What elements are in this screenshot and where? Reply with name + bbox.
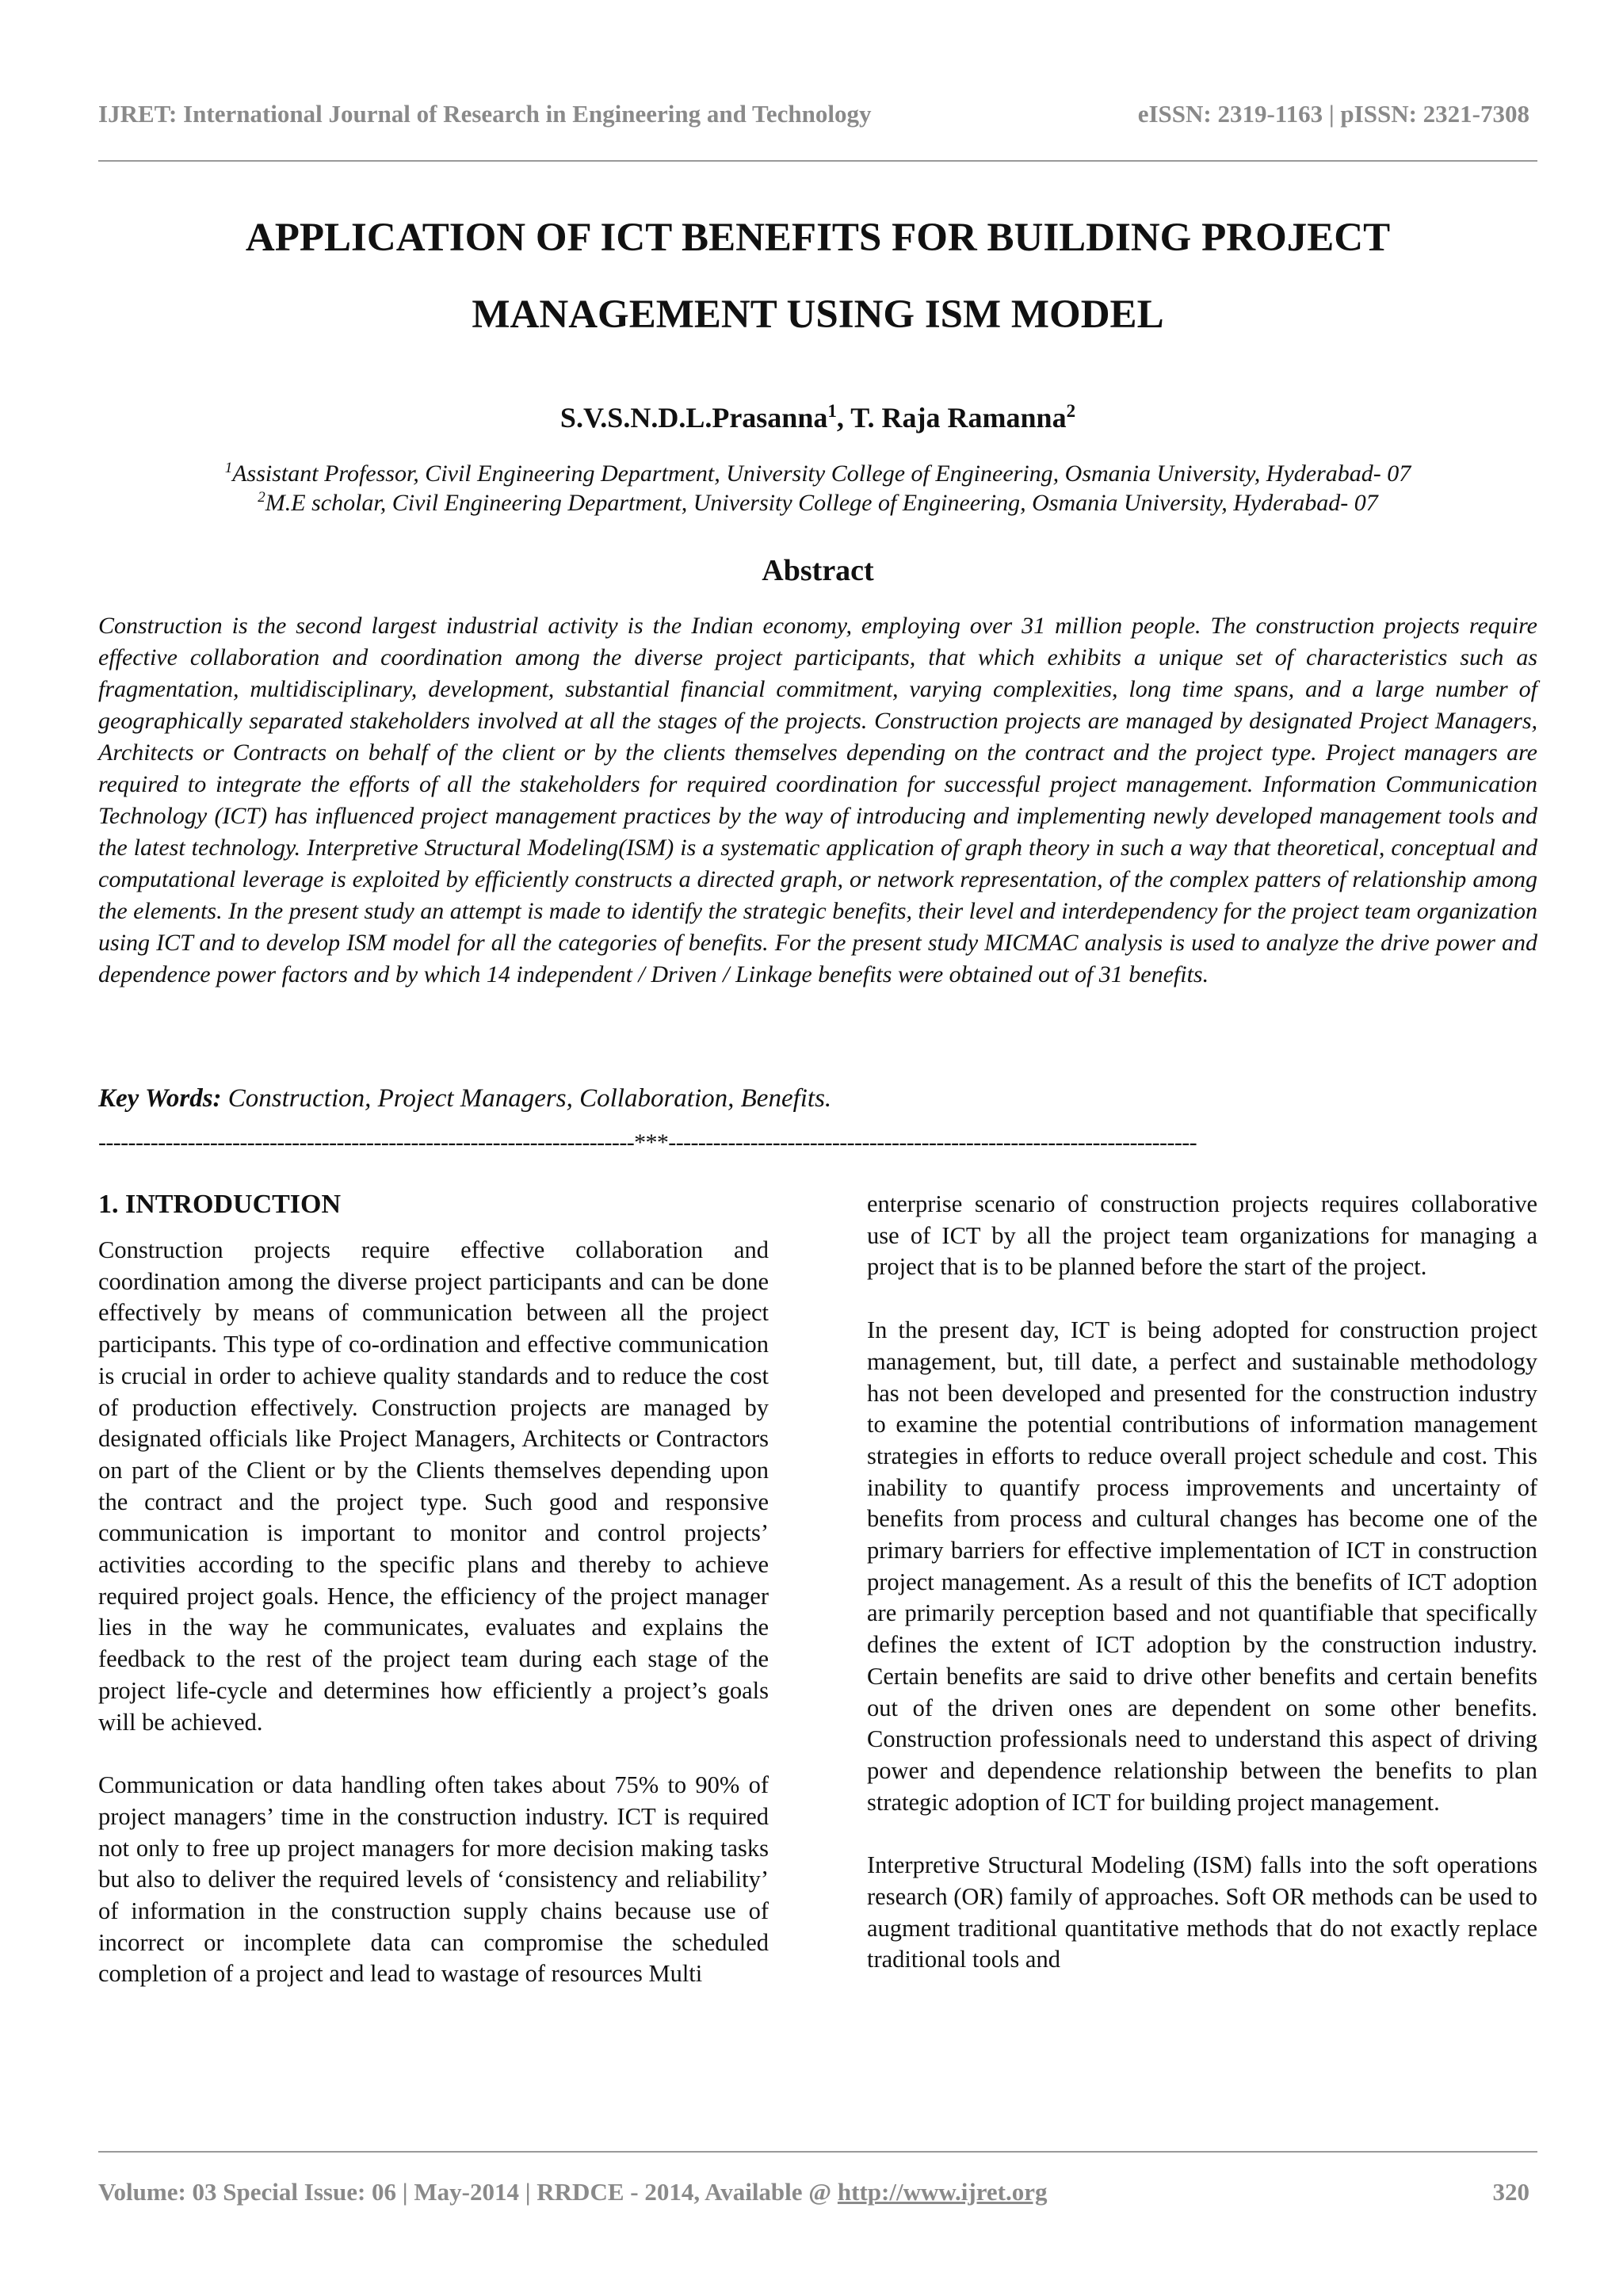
title-line-2: MANAGEMENT USING ISM MODEL <box>472 292 1164 337</box>
right-column <box>867 1189 1537 2008</box>
intro-paragraph-5: Interpretive Structural Modeling (ISM) falls into the soft operations research (OR) family of approaches. Soft OR methods can be used to augment traditional quantitative methods that do not exactly replace traditional tools and <box>867 1851 1537 1973</box>
author-list <box>98 401 1537 434</box>
affiliation-2 <box>98 489 1537 517</box>
author-1-affiliation-mark: 1 <box>827 401 837 421</box>
author-2: T. Raja Ramanna <box>850 402 1067 434</box>
intro-paragraph-4: In the present day, ICT is being adopted for construction project management, but, till date, a perfect and sustainable methodology has not been developed and presented for the construction industry to examine the potential contributions of information management strategies in efforts to reduce overall project schedule and cost. This inability to quantify process improvements and uncertainty of benefits from process and cultural changes has become one of the primary barriers for effective implementation of ICT in construction project management. As a result of this the benefits of ICT adoption are primarily perception based and not quantifiable that specifically defines the extent of ICT adoption by the construction industry. Certain benefits are said to drive other benefits and certain benefits out of the driven ones are dependent on some other benefits. Construction professionals need to understand this aspect of driving power and dependence relationship between the benefits to plan strategic adoption of ICT for building project management. <box>867 1316 1537 1816</box>
paper-title <box>98 200 1537 353</box>
keywords-text: Construction, Project Managers, Collaboration, Benefits. <box>221 1084 832 1113</box>
affiliation-2-mark: 2 <box>258 489 265 506</box>
footer-volume-info <box>98 2178 1048 2206</box>
abstract-heading: Abstract <box>762 554 874 587</box>
section-separator: ------------------------------------------------------------------------***----------------------------------------------------------------------- <box>98 1129 1197 1156</box>
author-2-affiliation-mark: 2 <box>1066 401 1076 421</box>
footer-divider <box>98 2151 1537 2153</box>
issn-header: eISSN: 2319-1163 | pISSN: 2321-7308 <box>1137 100 1529 128</box>
left-column <box>98 1187 769 2022</box>
keywords-label: Key Words: <box>98 1084 222 1113</box>
intro-paragraph-1: Construction projects require effective collaboration and coordination among the diverse project participants and can be done effectively by means of communication between all the project participants. This type of co-ordination and effective communication is crucial in order to achieve quality standards and to reduce the cost of production effectively. Construction projects are managed by designated officials like Project Managers, Architects or Contractors on part of the Client or by the Clients themselves depending upon the contract and the project type. Such good and responsive communication is important to monitor and control projects’ activities according to the specific plans and thereby to achieve required project goals. Hence, the efficiency of the project manager lies in the way he communicates, evaluates and explains the feedback to the rest of the project team during each stage of the project life-cycle and determines how efficiently a project’s goals will be achieved. <box>98 1236 769 1736</box>
footer-text: Volume: 03 Special Issue: 06 | May-2014 | RRDCE - 2014, Available @ <box>98 2178 838 2206</box>
keywords <box>98 1084 1537 1114</box>
author-separator: , <box>836 402 851 434</box>
affiliation-1-text: Assistant Professor, Civil Engineering Department, University College of Engineering, Osmania University, Hyderabad- 07 <box>232 460 1411 487</box>
author-1: S.V.S.N.D.L.Prasanna <box>559 402 828 434</box>
journal-website-link[interactable]: http://www.ijret.org <box>837 2178 1048 2206</box>
title-line-1: APPLICATION OF ICT BENEFITS FOR BUILDING PROJECT <box>245 216 1391 260</box>
affiliation-1-mark: 1 <box>224 460 233 476</box>
affiliation-1 <box>98 460 1537 487</box>
intro-paragraph-2: Communication or data handling often takes about 75% to 90% of project managers’ time in the construction industry. ICT is required not only to free up project managers for more decision making tasks but also to deliver the required levels of ‘consistency and reliability’ of information in the construction supply chains because use of incorrect or incomplete data can compromise the scheduled completion of a project and lead to wastage of resources Multi <box>98 1771 769 1988</box>
introduction-heading: 1. INTRODUCTION <box>98 1190 342 1219</box>
header-divider <box>98 160 1537 162</box>
page-number: 320 <box>1492 2178 1529 2206</box>
intro-paragraph-3: enterprise scenario of construction projects requires collaborative use of ICT by all the project team organizations for managing a project that is to be planned before the start of the project. <box>867 1190 1537 1281</box>
affiliation-2-text: M.E scholar, Civil Engineering Department, University College of Engineering, Osmania University, Hyderabad- 07 <box>265 490 1378 516</box>
journal-header: IJRET: International Journal of Research in Engineering and Technology <box>98 100 872 128</box>
abstract-text: Construction is the second largest industrial activity is the Indian economy, employing over 31 million people. The construction projects require effective collaboration and coordination among the diverse project participants, that which exhibits a unique set of characteristics such as fragmentation, multidisciplinary, development, substantial financial commitment, varying complexities, long time spans, and a large number of geographically separated stakeholders involved at all the stages of the projects. Construction projects are managed by designated Project Managers, Architects or Contracts on behalf of the client or by the clients themselves depending on the contract and the project type. Project managers are required to integrate the efforts of all the stakeholders for required coordination for successful project management. Information Communication Technology (ICT) has influenced project management practices by the way of introducing and implementing newly developed management tools and the latest technology. Interpretive Structural Modeling(ISM) is a systematic application of graph theory in such a way that theoretical, conceptual and computational leverage is exploited by efficiently constructs a directed graph, or network representation, of the complex patters of relationship among the elements. In the present study an attempt is made to identify the strategic benefits, their level and interdependency for the project team organization using ICT and to develop ISM model for all the categories of benefits. For the present study MICMAC analysis is used to analyze the drive power and dependence power factors and by which 14 independent / Driven / Linkage benefits were obtained out of 31 benefits. <box>98 613 1537 988</box>
